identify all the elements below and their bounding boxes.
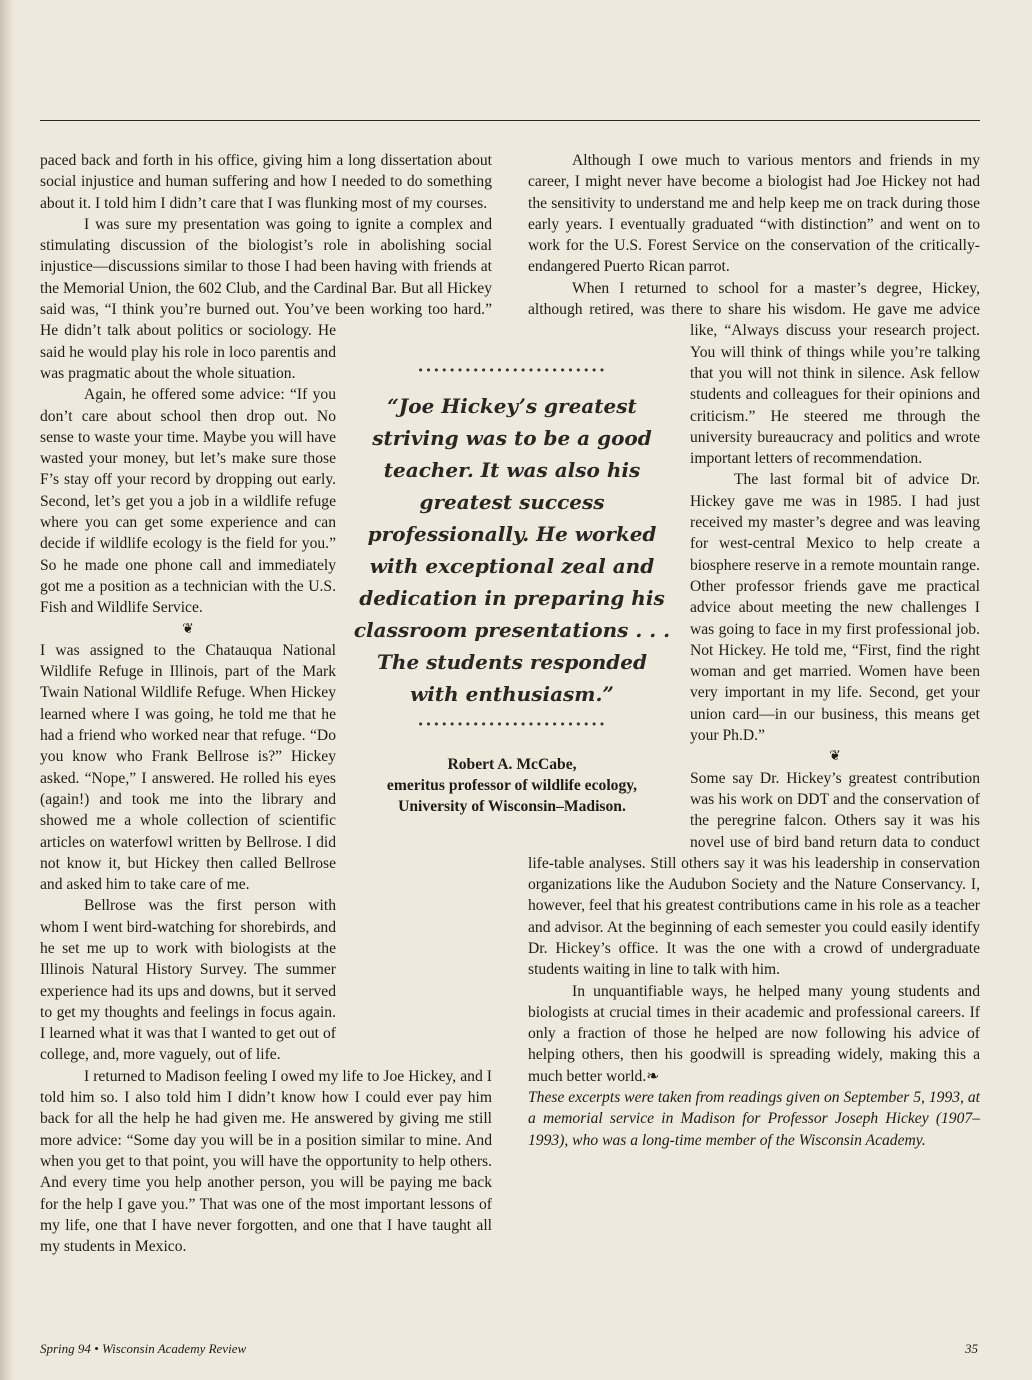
right-paragraph-4: Some say Dr. Hickey’s greatest contribution was his work on DDT and the conservation of the peregrine falcon. Others say it was his novel use of bird band return data to conduct life-table analyses. Still others say it was his leadership in conservation organizations like the Audubon Society and the Nature Conservancy. I, however, feel that his greatest contributions came in his role as a teacher and advisor. At the beginning of each semester you could easily identify Dr. Hickey’s office. It was the one with a crowd of undergraduate students waiting in line to talk with him. — [528, 769, 980, 979]
left-paragraph-5: Bellrose was the first person with whom I went bird-watching for shorebirds, and he set me up to work with biologists at the Illinois Natural History Survey. The summer experience had its ups and downs, but it served to get my thoughts and feelings in focus again. I learned what it was that I wanted to get out of college, and, more vaguely, out of life. — [40, 897, 336, 1064]
attribution-name: Robert A. McCabe, — [447, 756, 577, 773]
pull-quote-top-dots: •••••••••••••••••••••••• — [417, 364, 607, 377]
left-paragraph-6: I returned to Madison feeling I owed my life to Joe Hickey, and I told him so. I also told him I didn’t know how I could ever pay him back for all the help he had given me. He answered by giving me still more advice: “Some day you will be in a position similar to mine. And when you get to that point, you will have the opportunity to help others. And every time you help another person, you will be paying me back for the help I gave you.” That was one of the most important lessons of my life, one that I have never forgotten, and one that I have taught all my students in Mexico. — [40, 1067, 492, 1256]
right-paragraph-1: Although I owe much to various mentors and friends in my career, I might never have become a biologist had Joe Hickey not had the sensitivity to understand me and help keep me on track during those early years. I eventually graduated “with distinction” and went on to work for the U.S. Forest Service on the conservation of the critically-endangered Puerto Rican parrot. — [528, 152, 980, 276]
end-mark-icon: ❧ — [646, 1067, 660, 1085]
footer-page-number: 35 — [965, 1341, 978, 1356]
right-paragraph-5 — [528, 981, 980, 1087]
section-fleuron-left: ❦ — [182, 621, 194, 637]
section-fleuron-right: ❦ — [829, 749, 841, 765]
left-paragraph-4: I was assigned to the Chatauqua National Wildlife Refuge in Illinois, part of the Mark Twain National Wildlife Refuge. When Hickey learned where I was going, he told me that he had a friend who worked near that refuge. “Do you know who Frank Bellrose is?” Hickey asked. “Nope,” I answered. He rolled his eyes (again!) and took me into the library and showed me a whole collection of scientific articles on waterfowl written by Bellrose. I did not know it, but Hickey then called Bellrose and asked him to take care of me. — [40, 641, 336, 894]
page-gutter-shadow — [0, 0, 14, 1380]
left-paragraph-2: I was sure my presentation was going to ignite a complex and stimulating discussion of the biologist’s role in abolishing social injustice—discussions similar to those I had been having with friends at the Memorial Union, the 602 Club, and the Cardinal Bar. But all Hickey said was, “I think you’re burned out. You’ve been working too hard.” He didn’t talk about politics or sociology. He said he would play his role in loco parentis and was pragmatic about the whole situation. — [40, 215, 492, 382]
source-note: These excerpts were taken from readings given on September 5, 1993, at a memorial service in Madison for Professor Joseph Hickey (1907–1993), who was a long-time member of the Wisconsin Academy. — [528, 1089, 980, 1149]
header-rule — [40, 120, 980, 121]
right-paragraph-3: The last formal bit of advice Dr. Hickey gave me was in 1985. I had just received my master’s degree and was leaving for west-central Mexico to help create a biosphere reserve in a remote mountain range. Other professor friends gave me practical advice about meeting the new challenges I was going to face in my first professional job. Not Hickey. He told me, “First, find the right woman and get married. Women have been very important in my life. Second, get your union card—in our business, this means get your Ph.D.” — [690, 471, 980, 745]
pull-quote-attribution — [352, 754, 672, 817]
attribution-affiliation: University of Wisconsin–Madison. — [398, 798, 626, 815]
pull-quote — [352, 364, 672, 817]
right-paragraph-5-text: In unquantifiable ways, he helped many young students and biologists at crucial times in their academic and professional careers. If only a fraction of those he helped are now following his advice of helping others, then his goodwill is spreading widely, making this a much better world. — [528, 982, 980, 1085]
footer-publication: Spring 94 • Wisconsin Academy Review — [40, 1341, 247, 1356]
pull-quote-text: “Joe Hickey’s greatest striving was to be a good teacher. It was also his greatest success professionally. He worked with exceptional zeal and dedication in preparing his classroom presentations . . . The students responded with enthusiasm.” — [353, 394, 671, 706]
left-paragraph-3: Again, he offered some advice: “If you don’t care about school then drop out. No sense to waste your time. Maybe you will have wasted your money, but let’s make sure those F’s stay off your record by dropping out early. Second, let’s get you a job in a wildlife refuge where you can get some experience and can decide if wildlife ecology is the field for you.” So he made one phone call and immediately got me a position as a technician with the U.S. Fish and Wildlife Service. — [40, 386, 336, 617]
attribution-title: emeritus professor of wildlife ecology, — [386, 777, 638, 794]
left-paragraph-1: paced back and forth in his office, giving him a long dissertation about social injustice and human suffering and how I needed to do something about it. I told him I didn’t care that I was flunking most of my courses. — [40, 152, 492, 212]
pull-quote-bottom-dots: •••••••••••••••••••••••• — [417, 718, 607, 731]
right-paragraph-2: When I returned to school for a master’s degree, Hickey, although retired, was there to share his wisdom. He gave me advice like, “Always discuss your research project. You will think of things while you’re talking that you will not think in silence. Ask fellow students and colleagues for their opinions and criticism.” He steered me through the university bureaucracy and politics and wrote important letters of recommendation. — [528, 279, 980, 468]
